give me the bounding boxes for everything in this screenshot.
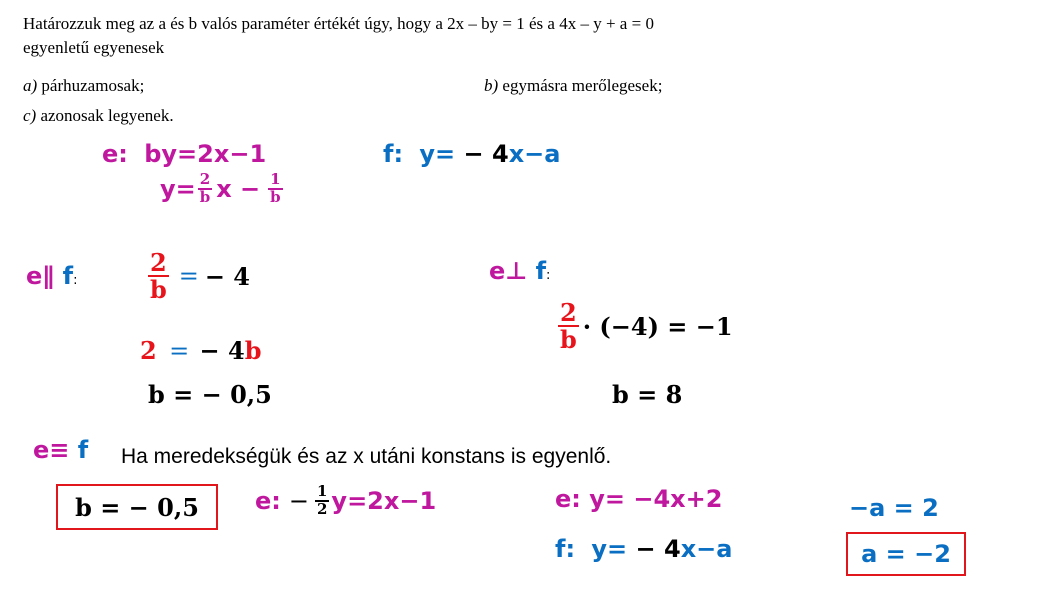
problem-item-c <box>23 106 174 126</box>
item-a-text: párhuzamosak; <box>41 76 145 95</box>
frac-den: b <box>270 187 281 206</box>
parallel-result: b = − 0,5 <box>148 380 272 409</box>
parallel-symbol: ∥ <box>42 262 55 290</box>
identical-f2-tail: x−a <box>680 535 733 563</box>
eq-e-xminus: x − <box>216 174 261 203</box>
parallel-step2-lhs: 2 <box>140 336 157 365</box>
parallel-heading <box>26 262 77 290</box>
frac-den: b <box>149 275 167 305</box>
identical-e2-rhs: −4x+2 <box>633 485 723 513</box>
parallel-step2-equals: = <box>169 337 190 365</box>
identical-frac <box>315 484 329 518</box>
perp-rest: · (−4) = −1 <box>582 311 733 341</box>
identical-note: Ha meredekségük és az x utáni konstans is egyenlő. <box>121 445 612 468</box>
identical-f2-minus4: − 4 <box>635 535 681 563</box>
eq-e-frac2 <box>268 172 282 206</box>
identical-heading <box>33 436 88 464</box>
frac-num: 1 <box>316 482 328 500</box>
perp-e: e <box>489 257 506 285</box>
frac-den: b <box>199 187 211 206</box>
item-c-text: azonosak legyenek. <box>40 106 174 125</box>
identical-e2-label: e: <box>555 485 581 513</box>
boxed-a-result: a = −2 <box>846 532 966 576</box>
parallel-colon: : <box>73 273 78 288</box>
parallel-f: f <box>62 262 74 290</box>
problem-line-2: egyenletű egyenesek <box>23 38 165 57</box>
frac-num: 2 <box>199 170 211 188</box>
eq-e-expr: by=2x−1 <box>144 140 267 168</box>
perp-frac <box>558 298 579 355</box>
parallel-eq2 <box>140 336 261 365</box>
parallel-e: e <box>26 262 43 290</box>
eq-f-line <box>383 140 561 168</box>
frac-num: 2 <box>560 298 577 327</box>
item-c-label: c) <box>23 106 37 125</box>
identical-e2-eq <box>555 485 722 513</box>
identical-f: f <box>77 436 89 464</box>
identical-e-label: e: <box>255 486 281 515</box>
frac-num: 2 <box>150 248 167 277</box>
eq-e-label: e: <box>102 140 128 168</box>
a-line1: −a = 2 <box>849 494 939 522</box>
eq-e-y: y= <box>160 174 196 203</box>
frac-den: b <box>559 325 577 355</box>
eq-f-label: f: <box>383 140 404 168</box>
frac-den: 2 <box>316 499 328 518</box>
frac-num: 1 <box>270 170 281 188</box>
problem-item-a <box>23 76 144 96</box>
identical-e2-y: y= <box>589 485 625 513</box>
identical-e-rhs: y=2x−1 <box>331 486 437 515</box>
parallel-eq1 <box>148 248 250 305</box>
item-b-label: b) <box>484 76 499 95</box>
perp-eq1 <box>558 298 733 355</box>
problem-line-1: Határozzuk meg az a és b valós paraméter értékét úgy, hogy a 2x – by = 1 és a 4x – y + a = 0 <box>23 14 654 33</box>
parallel-step2-b: b <box>244 336 262 365</box>
identical-f2-y: y= <box>591 535 628 563</box>
identical-symbol: ≡ <box>49 436 70 464</box>
perp-result: b = 8 <box>612 380 683 409</box>
identical-f2-eq <box>555 535 733 563</box>
eq-e-line1 <box>102 140 266 168</box>
problem-item-b <box>484 76 662 96</box>
eq-e-line2 <box>160 172 283 206</box>
parallel-step2-mid: − 4 <box>199 336 245 365</box>
item-a-label: a) <box>23 76 38 95</box>
parallel-rhs: − 4 <box>204 261 250 291</box>
perp-heading <box>489 257 550 285</box>
identical-e: e <box>33 436 50 464</box>
eq-f-y: y= <box>419 140 456 168</box>
perp-colon: : <box>546 268 551 283</box>
boxed-b-result: b = − 0,5 <box>56 484 218 530</box>
identical-f2-label: f: <box>555 535 576 563</box>
parallel-frac <box>148 248 169 305</box>
eq-e-frac1 <box>198 172 212 206</box>
perp-f: f <box>535 257 547 285</box>
identical-neg: − <box>288 486 309 515</box>
eq-f-minus4: − 4 <box>463 140 509 168</box>
identical-e-eq <box>255 484 436 518</box>
eq-f-tail: x−a <box>508 140 561 168</box>
perp-symbol: ⊥ <box>505 257 528 285</box>
item-b-text: egymásra merőlegesek; <box>502 76 663 95</box>
parallel-equals: = <box>178 262 199 291</box>
